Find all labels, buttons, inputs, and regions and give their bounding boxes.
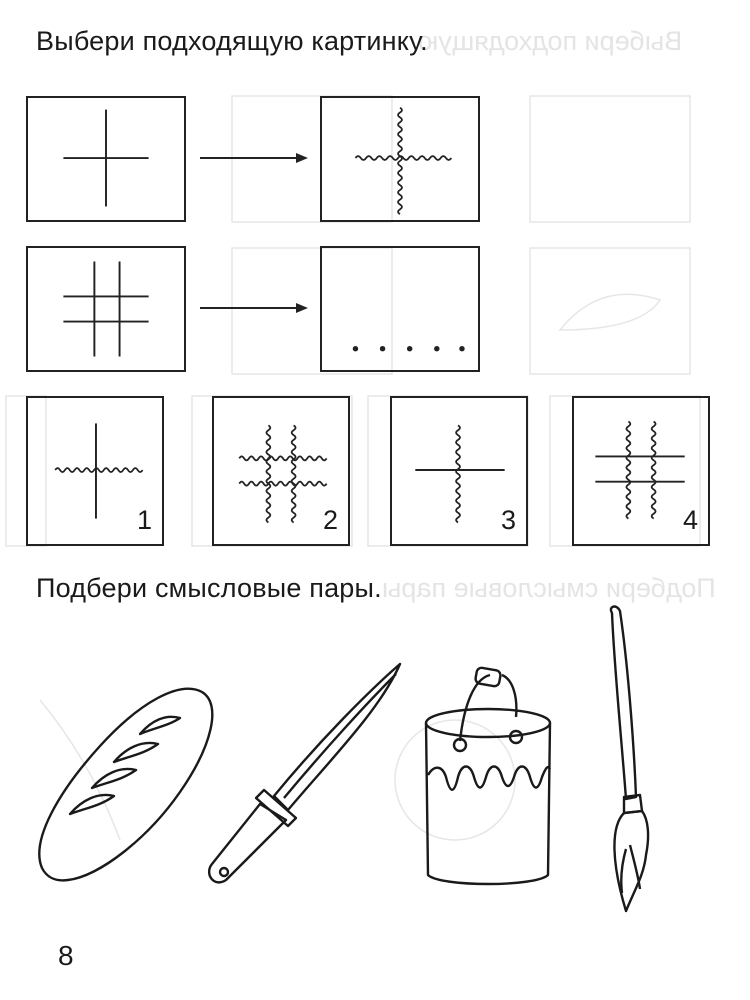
- answer-option-3[interactable]: [390, 396, 528, 546]
- dots-drawing: [322, 248, 478, 370]
- cross-drawing: [28, 98, 184, 220]
- wavy-cross-drawing: [322, 98, 478, 220]
- bleed-through-text: Выбери подходящую: [418, 26, 683, 56]
- example1-source-card: [26, 96, 186, 222]
- answer-option-1[interactable]: [26, 396, 164, 546]
- paintbrush-icon[interactable]: [600, 605, 680, 925]
- option-number-3: 3: [500, 505, 516, 535]
- knife-icon[interactable]: [200, 660, 410, 890]
- answer-option-2[interactable]: [212, 396, 350, 546]
- option-number-4: 4: [682, 505, 698, 535]
- example1-result-card: [320, 96, 480, 222]
- option-number-2: 2: [322, 505, 338, 535]
- bleed-through-text-2: Подбери смысловые пары: [382, 573, 716, 603]
- bread-icon[interactable]: [30, 680, 220, 890]
- paint-bucket-icon[interactable]: [420, 665, 560, 895]
- page-number: 8: [58, 940, 74, 971]
- example2-source-card: [26, 246, 186, 372]
- arrow-right-icon: [198, 150, 310, 166]
- grid-drawing: [28, 248, 184, 370]
- task1-title: Выбери подходящую картинку.: [36, 26, 428, 56]
- arrow-right-icon-2: [198, 300, 310, 316]
- answer-option-4[interactable]: [572, 396, 710, 546]
- task2-title: Подбери смысловые пары.: [36, 573, 382, 603]
- example2-result-card: [320, 246, 480, 372]
- option-number-1: 1: [136, 505, 152, 535]
